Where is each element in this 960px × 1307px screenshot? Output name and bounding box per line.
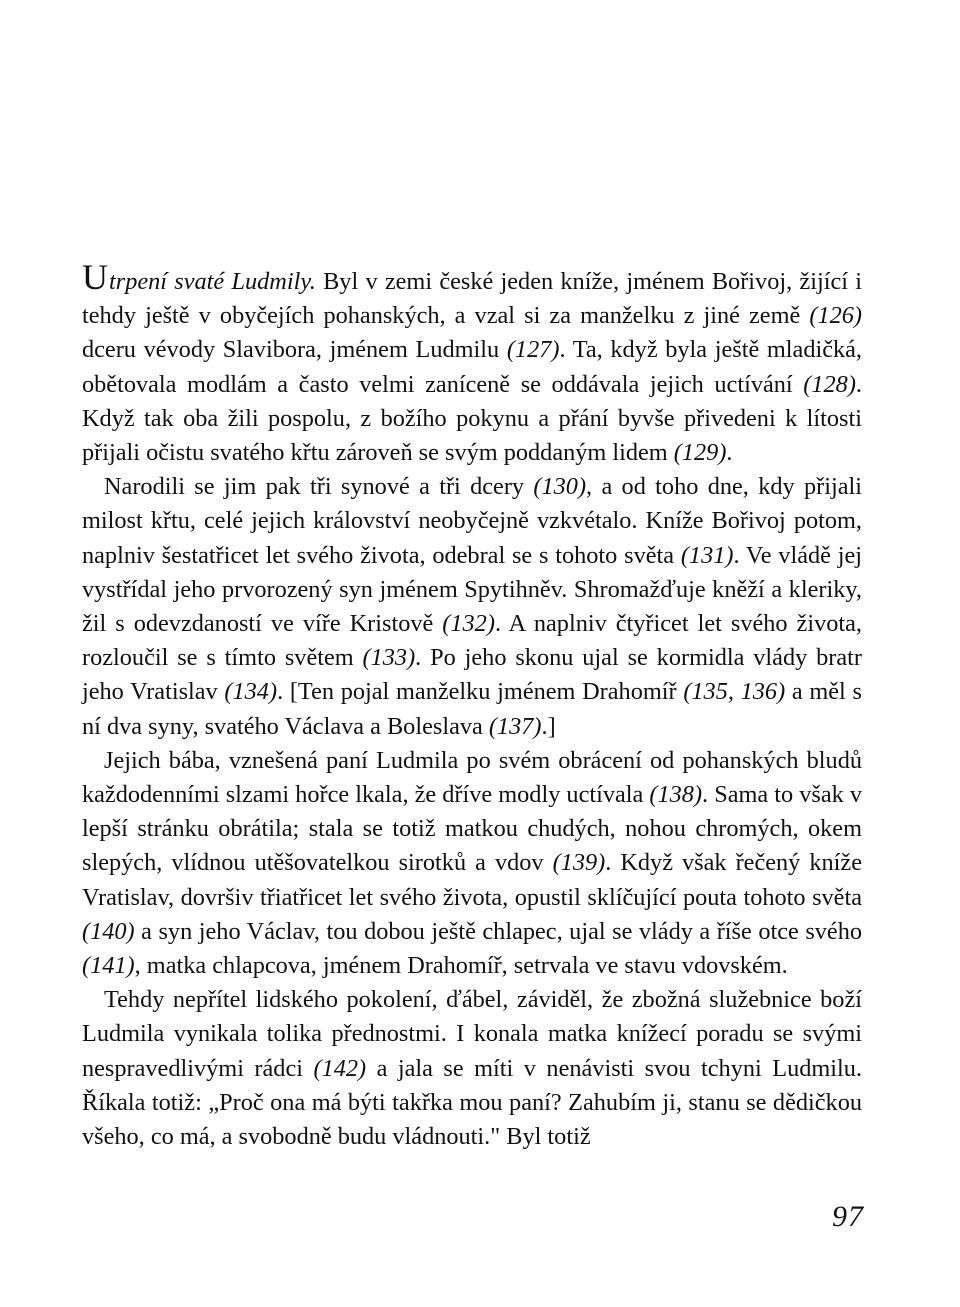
note-reference: (134) <box>224 678 278 706</box>
section-heading-run: trpení svaté Ludmily. <box>109 268 316 295</box>
note-reference: (135, 136) <box>683 678 786 706</box>
text-run: Jejich bába, vznešená paní Ludmila po svém obrácení od pohanských bludů každodenními slzami hořce lkala, že dříve modly uctívala <box>82 746 862 809</box>
text-run: a měl s ní dva syny, svatého Václava a Boleslava <box>82 678 862 740</box>
text-run: Tehdy nepřítel lidského pokolení, ďábel, záviděl, že zbožná služebnice boží Ludmila vynikala tolika přednostmi. I konala matka knížecí poradu se svými nespravedlivými rádci <box>82 986 862 1082</box>
note-reference: (141) <box>82 952 135 980</box>
note-reference: (137) <box>488 712 542 740</box>
note-reference: (140) <box>82 917 135 945</box>
text-run: . Ta, když byla ještě mladičká, obětovala modlám a často velmi zaníceně se oddávala jejich uctívání <box>82 336 863 398</box>
text-run: dceru vévody Slavibora, jménem Ludmilu <box>82 336 507 364</box>
note-reference: (139) <box>552 849 606 877</box>
text-run: . Sama to však v lepší stránku obrátila; stala se totiž matkou chudých, nohou chromých, okem slepých, vlídnou utěšovatelkou sirotků a vdov <box>82 781 862 877</box>
text-run: . Když tak oba žili pospolu, z božího pokynu a přání byvše přivedeni k lítosti přijali očistu svatého křtu zároveň se svým poddaným lidem <box>82 370 862 467</box>
note-reference: (133) <box>362 644 416 672</box>
book-page <box>82 257 863 1154</box>
note-reference: (142) <box>313 1054 367 1082</box>
text-run: . <box>726 439 733 467</box>
note-reference: (127) <box>506 336 560 364</box>
text-run: a syn jeho Václav, tou dobou ještě chlapec, ujal se vlády a říše otce svého <box>134 917 862 945</box>
note-reference: (130) <box>533 473 587 501</box>
text-run: Byl v zemi české jeden kníže, jménem Bořivoj, žijící i tehdy ještě v obyčejích pohanských, a vzal si za manželku z jiné země <box>82 268 862 330</box>
note-reference: (138) <box>649 781 703 809</box>
note-reference: (132) <box>442 610 495 638</box>
drop-cap: U <box>82 257 108 297</box>
note-reference: (126) <box>809 302 862 330</box>
text-run: . Když však řečený kníže Vratislav, dovršiv třiatřicet let svého života, opustil sklíčující pouta tohoto světa <box>82 849 862 911</box>
text-run: . [Ten pojal manželku jménem Drahomíř <box>277 678 684 706</box>
text-run: .] <box>541 712 556 740</box>
text-run: . A naplniv čtyřicet let svého života, rozloučil se s tímto světem <box>82 610 862 672</box>
text-run: , a od toho dne, kdy přijali milost křtu, celé jejich království neobyčejně vzkvétalo. Kníže Bořivoj potom, naplniv šestatřicet let svého života, odebral se s tohoto světa <box>82 473 862 569</box>
note-reference: (131) <box>680 541 734 569</box>
paragraph <box>82 470 862 744</box>
text-run: . Po jeho skonu ujal se kormidla vlády bratr jeho Vratislav <box>82 644 862 706</box>
paragraph <box>82 744 862 983</box>
body-text <box>82 257 863 1154</box>
text-run: . Ve vládě jej vystřídal jeho prvorozený syn jménem Spytihněv. Shromažďuje kněží a kleriky, žil s odevzdaností ve víře Kristově <box>82 541 862 638</box>
text-run: Narodili se jim pak tři synové a tři dcery <box>104 473 534 501</box>
text-run: a jala se míti v nenávisti svou tchyni Ludmilu. Říkala totiž: „Proč ona má býti takřka mou paní? Zahubím ji, stanu se dědičkou všeho, co má, a svobodně budu vládnouti." Byl totiž <box>82 1054 863 1151</box>
text-run: , matka chlapcova, jménem Drahomíř, setrvala ve stavu vdovském. <box>134 952 788 980</box>
note-reference: (129) <box>673 439 727 467</box>
page-number: 97 <box>832 1200 864 1233</box>
paragraph <box>82 257 863 470</box>
note-reference: (128) <box>803 370 856 398</box>
paragraph <box>82 983 862 1154</box>
